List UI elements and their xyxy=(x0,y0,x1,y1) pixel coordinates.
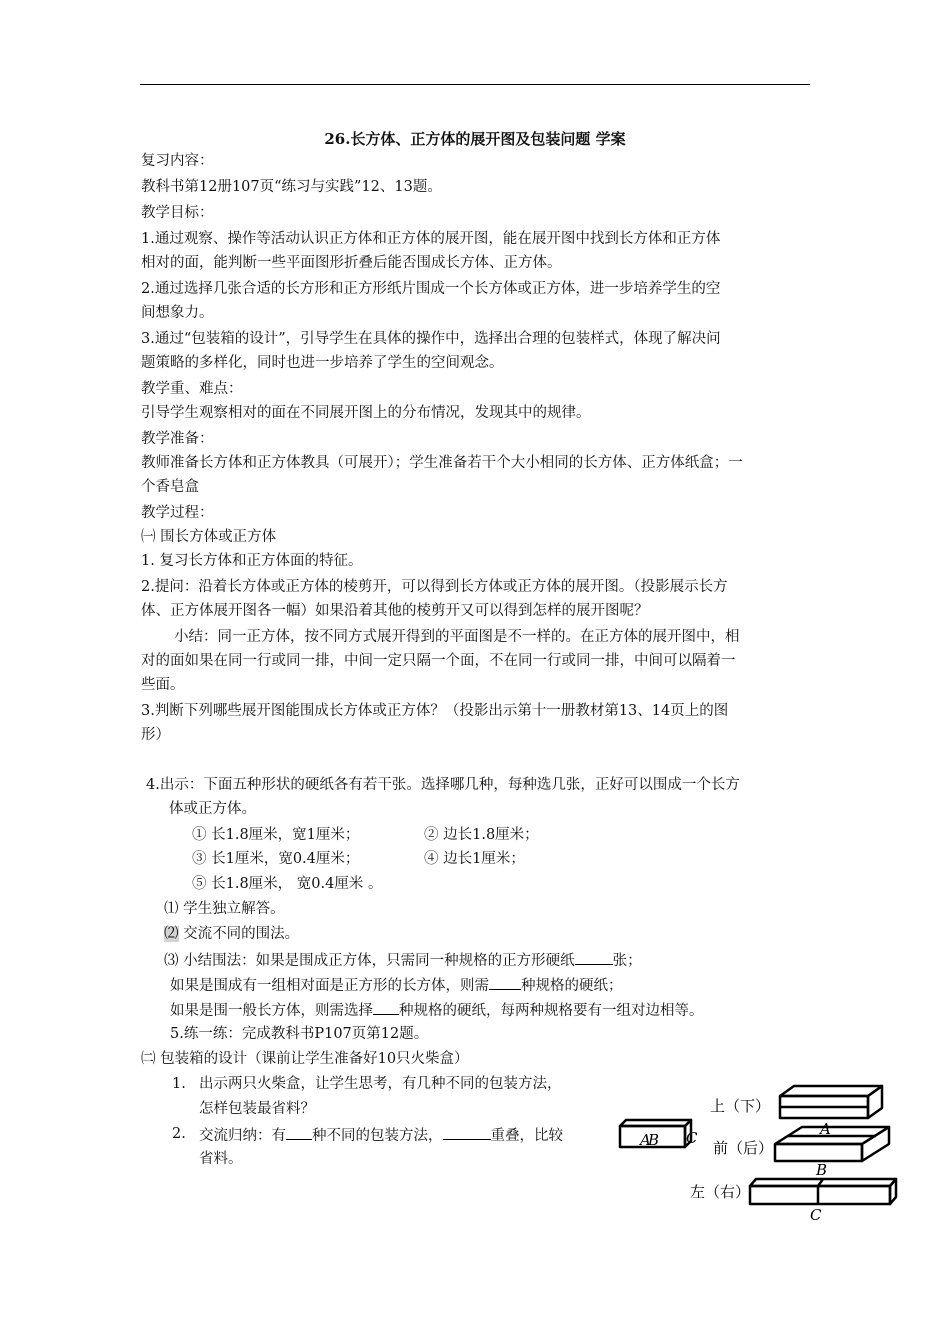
box-step-2-middle: 种不同的包装方法， xyxy=(312,1128,443,1144)
answer-blank[interactable] xyxy=(489,974,521,990)
box-step-1-line-2: 怎样包装最省料？ xyxy=(199,1101,315,1117)
box-step-2-text: 交流归纳：有 xyxy=(199,1128,286,1144)
option-2: ② 边长1.8厘米； xyxy=(424,827,539,843)
box-step-2-line-1 xyxy=(199,1124,563,1146)
case-2-suffix: 种规格的硬纸； xyxy=(521,978,623,994)
box-step-1-number: 1. xyxy=(172,1076,186,1092)
step-4-line-1: 4.出示：下面五种形状的硬纸各有若干张。选择哪几种，每种选几张，正好可以围成一个长方 xyxy=(146,777,740,793)
stack-c-caption: C xyxy=(810,1206,822,1224)
goal-1-line-2: 相对的面，能判断一些平面图形折叠后能否围成长方体、正方体。 xyxy=(141,255,562,271)
key-heading: 教学重、难点： xyxy=(141,381,243,397)
case-3-suffix: 种规格的硬纸，每两种规格要有一组对边相等。 xyxy=(399,1003,704,1019)
box-step-2-number: 2. xyxy=(172,1126,186,1142)
answer-blank[interactable] xyxy=(575,949,613,965)
front-view-label: 前（后） xyxy=(713,1139,774,1157)
stack-a xyxy=(780,1086,882,1118)
step-2-line-1: 2.提问：沿着长方体或正方体的棱剪开，可以得到长方体或正方体的展开图。（投影展示长方 xyxy=(141,579,728,595)
box-step-2-line-2: 省料。 xyxy=(199,1151,243,1167)
review-text: 教科书第12册107页“练习与实践”12、13题。 xyxy=(141,179,442,195)
step-1: 1. 复习长方体和正方体面的特征。 xyxy=(141,553,363,569)
prep-line-1: 教师准备长方体和正方体教具（可展开）；学生准备若干个大小相同的长方体、正方体纸盒；一 xyxy=(141,455,743,471)
answer-blank[interactable] xyxy=(443,1124,491,1140)
goal-2-line-1: 2.通过选择几张合适的长方形和正方形纸片围成一个长方体或正方体，进一步培养学生的空 xyxy=(141,281,721,297)
step-2-line-2: 体、正方体展开图各一幅）如果沿着其他的棱剪开又可以得到怎样的展开图呢？ xyxy=(141,603,649,619)
page-title: 26.长方体、正方体的展开图及包装问题 学案 xyxy=(324,130,626,148)
process-heading: 教学过程： xyxy=(141,505,214,521)
review-heading: 复习内容： xyxy=(141,153,214,169)
answer-blank[interactable] xyxy=(286,1124,312,1140)
single-box-label-c: C xyxy=(686,1129,698,1147)
substep-3-case-2 xyxy=(170,974,623,996)
step-4-line-2: 体或正方体。 xyxy=(169,801,256,817)
substep-3-text: ⑶ 小结围法：如果是围成正方体，只需同一种规格的正方形硬纸 xyxy=(164,953,575,969)
box-step-2-suffix: 重叠，比较 xyxy=(490,1128,563,1144)
single-box-label-a: A xyxy=(640,1131,651,1149)
single-box-label-b: B xyxy=(648,1131,660,1149)
option-4: ④ 边长1厘米； xyxy=(424,851,525,867)
stack-a-caption: A xyxy=(820,1120,831,1138)
goal-3-line-1: 3.通过“包装箱的设计”，引导学生在具体的操作中，选择出合理的包装样式，体现了解决问 xyxy=(141,331,721,347)
summary-line-1: 小结：同一正方体，按不同方式展开得到的平面图是不一样的。在正方体的展开图中，相 xyxy=(174,629,740,645)
substep-2-text: 交流不同的围法。 xyxy=(178,926,300,942)
step-5: 5.练一练：完成教科书P107页第12题。 xyxy=(170,1026,429,1042)
side-view-label: 左（右） xyxy=(690,1183,751,1201)
goal-1-line-1: 1.通过观察、操作等活动认识正方体和正方体的展开图，能在展开图中找到长方体和正方体 xyxy=(141,231,721,247)
matchbox-packaging-figure xyxy=(600,1075,920,1235)
goals-heading: 教学目标： xyxy=(141,205,214,221)
substep-3-case-3 xyxy=(170,999,704,1021)
stack-b-caption: B xyxy=(816,1161,828,1179)
case-3-text: 如果是围一般长方体，则需选择 xyxy=(170,1003,373,1019)
goal-2-line-2: 间想象力。 xyxy=(141,305,214,321)
section-1-heading: ㈠ 围长方体或正方体 xyxy=(141,529,277,545)
substep-3 xyxy=(164,949,642,971)
substep-2 xyxy=(164,924,299,944)
prep-heading: 教学准备： xyxy=(141,431,214,447)
stack-b xyxy=(775,1127,889,1161)
goal-3-line-2: 题策略的多样化，同时也进一步培养了学生的空间观念。 xyxy=(141,355,504,371)
step-3-line-2: 形） xyxy=(141,727,170,743)
summary-line-3: 些面。 xyxy=(141,677,185,693)
section-2-heading: ㈡ 包装箱的设计（课前让学生准备好10只火柴盒） xyxy=(141,1051,469,1067)
option-3: ③ 长1厘米，宽0.4厘米； xyxy=(192,851,360,867)
summary-line-2: 对的面如果在同一行或同一排，中间一定只隔一个面，不在同一行或同一排，中间可以隔着一 xyxy=(141,653,736,669)
substep-2-number: ⑵ xyxy=(164,926,179,942)
top-view-label: 上（下） xyxy=(710,1097,771,1115)
substep-3-suffix: 张； xyxy=(612,953,642,969)
case-2-text: 如果是围成有一组相对面是正方形的长方体，则需 xyxy=(170,978,489,994)
stack-c xyxy=(750,1179,896,1204)
box-step-1-line-1: 出示两只火柴盒，让学生思考，有几种不同的包装方法， xyxy=(199,1076,562,1092)
key-text: 引导学生观察相对的面在不同展开图上的分布情况，发现其中的规律。 xyxy=(141,405,591,421)
prep-line-2: 个香皂盒 xyxy=(141,479,199,495)
header-rule xyxy=(140,84,810,85)
substep-1: ⑴ 学生独立解答。 xyxy=(164,901,285,917)
answer-blank[interactable] xyxy=(373,999,399,1015)
option-1: ① 长1.8厘米，宽1厘米； xyxy=(192,827,360,843)
option-5: ⑤ 长1.8厘米， 宽0.4厘米 。 xyxy=(192,876,383,892)
step-3-line-1: 3.判断下列哪些展开图能围成长方体或正方体？（投影出示第十一册教材第13、14页上的图 xyxy=(141,703,729,719)
